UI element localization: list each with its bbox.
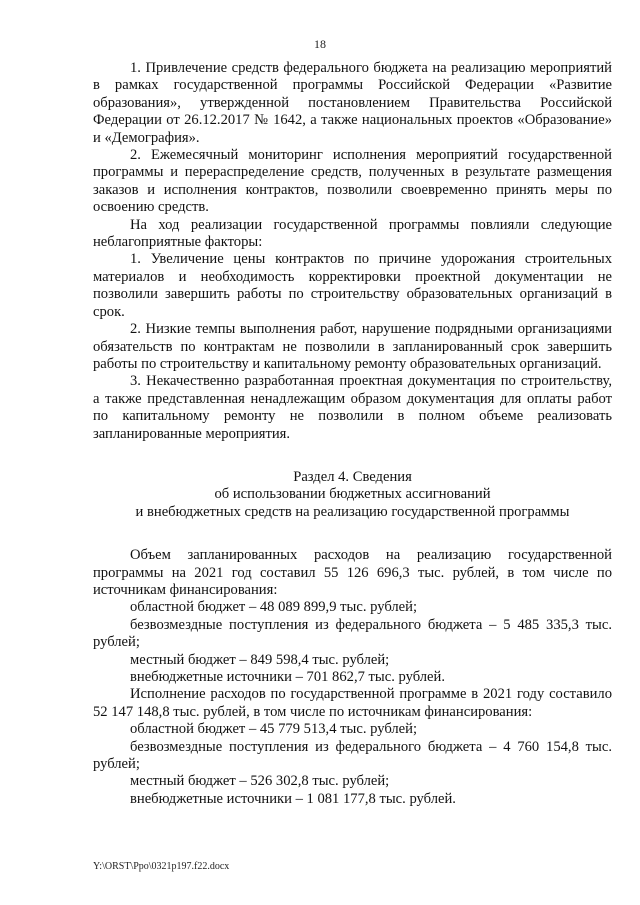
section-title: Раздел 4. Сведения [293, 468, 412, 485]
paragraph-actual-expenses: Исполнение расходов по государственной программе в 2021 году составило 52 147 148,8 тыс. рублей, в том числе по источникам финансирования: [93, 686, 612, 720]
planned-regional-budget: областной бюджет – 48 089 899,9 тыс. рублей; [130, 599, 418, 616]
planned-extrabudgetary: внебюджетные источники – 701 862,7 тыс. рублей. [130, 669, 445, 685]
page-number: 18 [314, 37, 326, 51]
planned-federal-receipts: безвозмездные поступления из федерального бюджета – 5 485 335,3 тыс. рублей; [93, 616, 612, 651]
actual-extrabudgetary: внебюджетные источники – 1 081 177,8 тыс. рублей. [130, 790, 456, 807]
paragraph-federal-funds: 1. Привлечение средств федерального бюджета на реализацию мероприятий в рамках государственной программы Российской Федерации «Развитие образования», утвержденной постановлением Правительства Российской Федерации от 26.12.2017 № 1642, а также национальных проектов «Образование» и «Демография». [93, 60, 612, 146]
paragraph-monitoring: 2. Ежемесячный мониторинг исполнения мероприятий государственной программы и перераспределение средств, полученных в результате размещения заказов и исполнения контрактов, позволили своевременно принять меры по освоению средств. [93, 147, 612, 216]
section-subtitle-line-2: и внебюджетных средств на реализацию государственной программы [135, 503, 570, 520]
document-body [93, 60, 612, 808]
footer-file-path: Y:\ORST\Ppo\0321p197.f22.docx [93, 861, 230, 872]
actual-federal-receipts: безвозмездные поступления из федерального бюджета – 4 760 154,8 тыс. рублей; [93, 738, 612, 773]
section-spacer [93, 521, 612, 547]
paragraph-planned-expenses: Объем запланированных расходов на реализацию государственной программы на 2021 год составил 55 126 696,3 тыс. рублей, в том числе по источникам финансирования: [93, 547, 612, 598]
actual-local-budget: местный бюджет – 526 302,8 тыс. рублей; [130, 773, 390, 790]
section-subtitle-line-1: об использовании бюджетных ассигнований [214, 486, 491, 503]
planned-local-budget: местный бюджет – 849 598,4 тыс. рублей; [130, 651, 390, 668]
paragraph-factors-intro: На ход реализации государственной программы повлияли следующие неблагоприятные факторы: [93, 216, 612, 251]
paragraph-factor-2: 2. Низкие темпы выполнения работ, нарушение подрядными организациями обязательств по контрактам не позволили в запланированный срок завершить работы по строительству и капитальному ремонту образовательных организаций. [93, 321, 612, 372]
actual-regional-budget: областной бюджет – 45 779 513,4 тыс. рублей; [130, 721, 418, 738]
paragraph-factor-1: 1. Увеличение цены контрактов по причине удорожания строительных материалов и необходимость корректировки проектной документации не позволили завершить работы по строительству образовательных организаций в срок. [93, 251, 612, 320]
paragraph-factor-3: 3. Некачественно разработанная проектная документация по строительству, а также представленная ненадлежащим образом документация для оплаты работ по капитальному ремонту не позволили в полном объеме реализовать запланированные мероприятия. [93, 373, 612, 442]
